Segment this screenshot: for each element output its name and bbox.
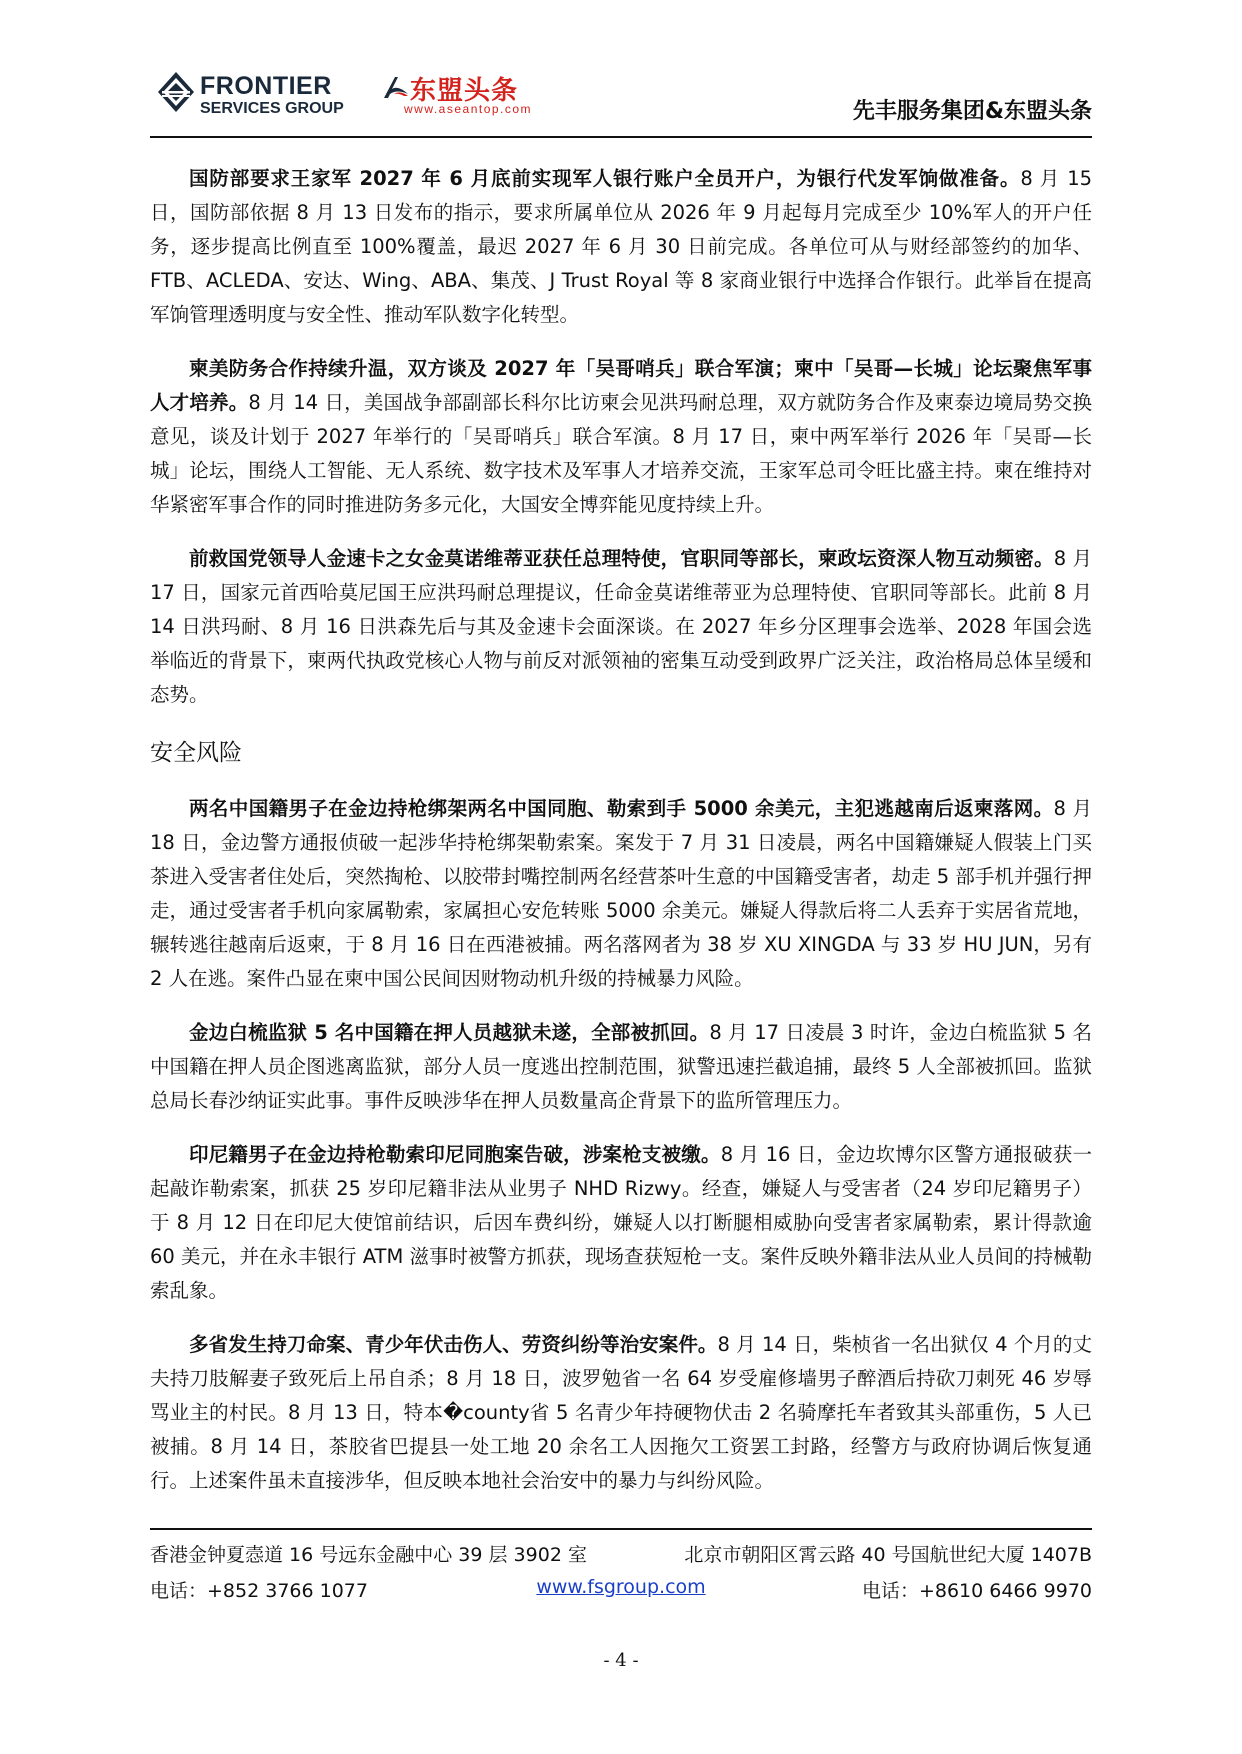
fsg-logo-line2: SERVICES GROUP xyxy=(200,100,344,117)
paragraph-lead: 国防部要求王家军 2027 年 6 月底前实现军人银行账户全员开户，为银行代发军饷做准备。 xyxy=(189,167,1021,190)
paragraph-body: 8 月 14 日，柴桢省一名出狱仅 4 个月的丈夫持刀肢解妻子致死后上吊自杀；8 月 18 日，波罗勉省一名 64 岁受雇修墙男子醉酒后持砍刀刺死 46 岁辱骂业主的村民。8 月 13 日，特本�county省 5 名青少年持硬物伏击 2 名骑摩托车者致其头部重伤，5 人已被捕。8 月 14 日，茶胶省巴提县一处工地 20 余名工人因拖欠工资罢工封路，经警方与政府协调后恢复通行。上述案件虽未直接涉华，但反映本地社会治安中的暴力与纠纷风险。 xyxy=(150,1333,1092,1492)
header-title: 先丰服务集团&东盟头条 xyxy=(852,99,1092,124)
paragraph-body: 8 月 17 日，国家元首西哈莫尼国王应洪玛耐总理提议，任命金莫诺维蒂亚为总理特使、官职同等部长。此前 8 月 14 日洪玛耐、8 月 16 日洪森先后与其及金速卡会面深谈。在 2027 年乡分区理事会选举、2028 年国会选举临近的背景下，柬两代执政党核心人物与前反对派领袖的密集互动受到政界广泛关注，政治格局总体呈缓和态势。 xyxy=(150,547,1092,706)
paragraph-lead: 印尼籍男子在金边持枪勒索印尼同胞案告破，涉案枪支被缴。 xyxy=(189,1143,721,1166)
fsg-emblem-icon xyxy=(156,70,196,114)
paragraph-body: 8 月 15 日，国防部依据 8 月 13 日发布的指示，要求所属单位从 2026 年 9 月起每月完成至少 10%军人的开户任务，逐步提高比例直至 100%覆盖，最迟 2027 年 6 月 30 日前完成。各单位可从与财经部签约的加华、FTB、ACLEDA、安达、Wing、ABA、集茂、J Trust Royal 等 8 家商业银行中选择合作银行。此举旨在提高军饷管理透明度与安全性、推动军队数字化转型。 xyxy=(150,167,1093,326)
footer-website-link[interactable]: www.fsgroup.com xyxy=(536,1576,706,1598)
aseantop-mark-icon xyxy=(382,74,410,100)
paragraph-body: 8 月 18 日，金边警方通报侦破一起涉华持枪绑架勒索案。案发于 7 月 31 日凌晨，两名中国籍嫌疑人假装上门买茶进入受害者住处后，突然掏枪、以胶带封嘴控制两名经营茶叶生意的中国籍受害者，劫走 5 部手机并强行押走，通过受害者手机向家属勒索，家属担心安危转账 5000 余美元。嫌疑人得款后将二人丢弃于实居省荒地，辗转逃往越南后返柬，于 8 月 16 日在西港被捕。两名落网者为 38 岁 XU XINGDA 与 33 岁 HU JUN，另有 2 人在逃。案件凸显在柬中国公民间因财物动机升级的持械暴力风险。 xyxy=(150,797,1093,990)
paragraph-provincial-cases xyxy=(150,1328,1092,1498)
paragraph-defense-cooperation xyxy=(150,352,1092,522)
page-header xyxy=(150,64,1092,130)
page-number: - 4 - xyxy=(603,1650,639,1671)
section-title-security-risk: 安全风险 xyxy=(150,740,242,766)
paragraph-lead: 前救国党领导人金速卡之女金莫诺维蒂亚获任总理特使，官职同等部长，柬政坛资深人物互动频密。 xyxy=(189,547,1054,570)
footer-divider xyxy=(150,1528,1092,1530)
paragraph-kidnapping-case xyxy=(150,792,1092,996)
paragraph-body: 8 月 14 日，美国战争部副部长科尔比访柬会见洪玛耐总理，双方就防务合作及柬泰边境局势交换意见，谈及计划于 2027 年举行的「吴哥哨兵」联合军演。8 月 17 日，柬中两军举行 2026 年「吴哥—长城」论坛，围绕人工智能、无人系统、数字技术及军事人才培养交流，王家军总司令旺比盛主持。柬在维持对华紧密军事合作的同时推进防务多元化，大国安全博弈能见度持续上升。 xyxy=(150,391,1092,516)
paragraph-lead: 多省发生持刀命案、青少年伏击伤人、劳资纠纷等治安案件。 xyxy=(189,1333,718,1356)
footer-phone-hongkong: 电话：+852 3766 1077 xyxy=(150,1580,368,1602)
paragraph-lead: 柬美防务合作持续升温，双方谈及 2027 年「吴哥哨兵」联合军演；柬中「吴哥—长城」论坛聚焦军事人才培养。 xyxy=(150,357,1092,414)
header-divider xyxy=(150,136,1092,138)
paragraph-prison-escape xyxy=(150,1016,1092,1118)
footer-address-hongkong: 香港金钟夏悫道 16 号远东金融中心 39 层 3902 室 xyxy=(150,1544,587,1566)
paragraph-body: 8 月 17 日凌晨 3 时许，金边白梳监狱 5 名中国籍在押人员企图逃离监狱，部分人员一度逃出控制范围，狱警迅速拦截追捕，最终 5 人全部被抓回。监狱总局长春沙纳证实此事。事件反映涉华在押人员数量高企背景下的监所管理压力。 xyxy=(150,1021,1092,1112)
aseantop-url: www.aseantop.com xyxy=(404,102,533,116)
footer-address-beijing: 北京市朝阳区霄云路 40 号国航世纪大厦 1407B xyxy=(684,1544,1092,1566)
paragraph-extortion-case xyxy=(150,1138,1092,1308)
paragraph-military-payroll xyxy=(150,162,1092,332)
paragraph-envoy-appointment xyxy=(150,542,1092,712)
fsg-logo-line1: FRONTIER xyxy=(200,72,332,100)
footer-phone-beijing: 电话：+8610 6466 9970 xyxy=(861,1580,1092,1602)
aseantop-logo xyxy=(382,72,552,122)
aseantop-name: 东盟头条 xyxy=(410,76,519,106)
paragraph-lead: 金边白梳监狱 5 名中国籍在押人员越狱未遂，全部被抓回。 xyxy=(189,1021,710,1044)
page-content xyxy=(150,162,1092,1518)
paragraph-body: 8 月 16 日，金边坎博尔区警方通报破获一起敲诈勒索案，抓获 25 岁印尼籍非法从业男子 NHD Rizwy。经查，嫌疑人与受害者（24 岁印尼籍男子）于 8 月 12 日在印尼大使馆前结识，后因车费纠纷，嫌疑人以打断腿相威胁向受害者家属勒索，累计得款逾 60 美元，并在永丰银行 ATM 滋事时被警方抓获，现场查获短枪一支。案件反映外籍非法从业人员间的持械勒索乱象。 xyxy=(150,1143,1092,1302)
frontier-services-group-logo xyxy=(156,70,366,126)
paragraph-lead: 两名中国籍男子在金边持枪绑架两名中国同胞、勒索到手 5000 余美元，主犯逃越南后返柬落网。 xyxy=(189,797,1054,820)
page-footer xyxy=(150,1536,1092,1608)
